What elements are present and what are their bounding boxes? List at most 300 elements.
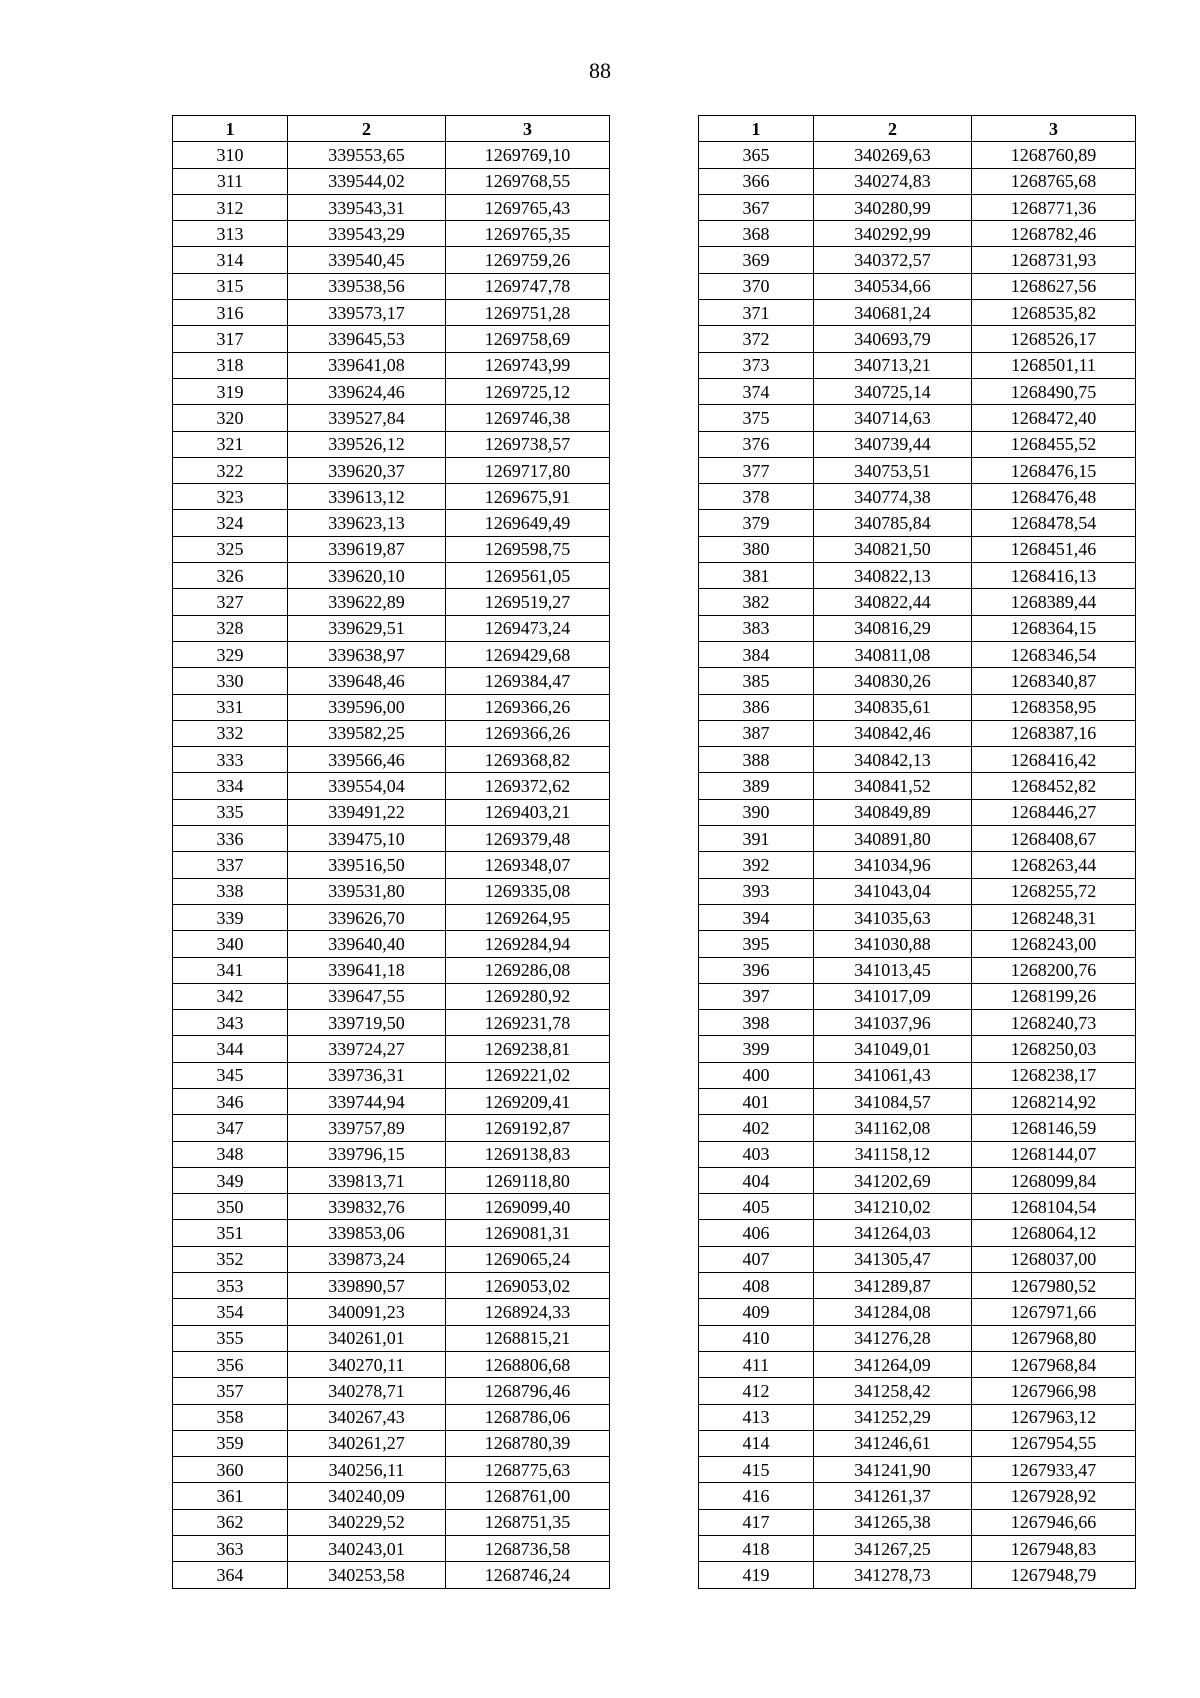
y-coordinate-cell: 1269192,87 [446,1115,610,1141]
point-number-cell: 322 [173,457,288,483]
table-row [173,931,610,957]
x-coordinate-cell: 341258,42 [814,1378,972,1404]
y-coordinate-cell: 1268786,06 [446,1404,610,1430]
point-number-cell: 360 [173,1457,288,1483]
x-coordinate-cell: 339491,22 [288,799,446,825]
y-coordinate-cell: 1268796,46 [446,1378,610,1404]
x-coordinate-cell: 339623,13 [288,510,446,536]
y-coordinate-cell: 1269053,02 [446,1273,610,1299]
y-coordinate-cell: 1269280,92 [446,983,610,1009]
point-number-cell: 334 [173,773,288,799]
y-coordinate-cell: 1269746,38 [446,405,610,431]
x-coordinate-cell: 340292,99 [814,221,972,247]
point-number-cell: 321 [173,431,288,457]
x-coordinate-cell: 341267,25 [814,1536,972,1562]
x-coordinate-cell: 339538,56 [288,273,446,299]
y-coordinate-cell: 1269598,75 [446,536,610,562]
y-coordinate-cell: 1269231,78 [446,1010,610,1036]
point-number-cell: 341 [173,957,288,983]
x-coordinate-cell: 339582,25 [288,720,446,746]
y-coordinate-cell: 1269768,55 [446,168,610,194]
point-number-cell: 382 [699,589,814,615]
point-number-cell: 379 [699,510,814,536]
y-coordinate-cell: 1268476,48 [972,484,1136,510]
point-number-cell: 355 [173,1325,288,1351]
x-coordinate-cell: 339796,15 [288,1141,446,1167]
table-row [173,221,610,247]
y-coordinate-cell: 1268760,89 [972,142,1136,168]
y-coordinate-cell: 1268761,00 [446,1483,610,1509]
table-row [699,536,1136,562]
x-coordinate-cell: 340278,71 [288,1378,446,1404]
x-coordinate-cell: 341252,29 [814,1404,972,1430]
y-coordinate-cell: 1268472,40 [972,405,1136,431]
y-coordinate-cell: 1268408,67 [972,826,1136,852]
y-coordinate-cell: 1268746,24 [446,1562,610,1588]
y-coordinate-cell: 1268478,54 [972,510,1136,536]
y-coordinate-cell: 1269561,05 [446,563,610,589]
table-body [699,142,1136,1588]
table-row [699,1036,1136,1062]
table-row [173,1115,610,1141]
table-row [173,378,610,404]
x-coordinate-cell: 341013,45 [814,957,972,983]
y-coordinate-cell: 1269379,48 [446,826,610,852]
point-number-cell: 363 [173,1536,288,1562]
y-coordinate-cell: 1268416,42 [972,747,1136,773]
table-row [699,1010,1136,1036]
table-row [699,799,1136,825]
x-coordinate-cell: 340261,27 [288,1430,446,1456]
table-row [699,1062,1136,1088]
table-row [173,720,610,746]
point-number-cell: 314 [173,247,288,273]
point-number-cell: 416 [699,1483,814,1509]
column-header-x: 2 [814,116,972,142]
point-number-cell: 315 [173,273,288,299]
point-number-cell: 350 [173,1194,288,1220]
x-coordinate-cell: 339641,18 [288,957,446,983]
x-coordinate-cell: 341158,12 [814,1141,972,1167]
point-number-cell: 391 [699,826,814,852]
x-coordinate-cell: 341043,04 [814,878,972,904]
x-coordinate-cell: 341265,38 [814,1509,972,1535]
point-number-cell: 330 [173,668,288,694]
table-row [699,878,1136,904]
y-coordinate-cell: 1268731,93 [972,247,1136,273]
x-coordinate-cell: 339719,50 [288,1010,446,1036]
table-row [173,1562,610,1588]
y-coordinate-cell: 1267980,52 [972,1273,1136,1299]
table-row [699,273,1136,299]
table-row [173,247,610,273]
x-coordinate-cell: 340240,09 [288,1483,446,1509]
point-number-cell: 352 [173,1246,288,1272]
y-coordinate-cell: 1269264,95 [446,904,610,930]
x-coordinate-cell: 339619,87 [288,536,446,562]
table-row [699,1378,1136,1404]
y-coordinate-cell: 1269519,27 [446,589,610,615]
x-coordinate-cell: 339890,57 [288,1273,446,1299]
table-row [699,194,1136,220]
point-number-cell: 356 [173,1351,288,1377]
y-coordinate-cell: 1268064,12 [972,1220,1136,1246]
x-coordinate-cell: 339624,46 [288,378,446,404]
x-coordinate-cell: 339757,89 [288,1115,446,1141]
column-header-x: 2 [288,116,446,142]
x-coordinate-cell: 341030,88 [814,931,972,957]
table-row [699,405,1136,431]
point-number-cell: 415 [699,1457,814,1483]
point-number-cell: 380 [699,536,814,562]
point-number-cell: 325 [173,536,288,562]
point-number-cell: 376 [699,431,814,457]
point-number-cell: 378 [699,484,814,510]
y-coordinate-cell: 1267933,47 [972,1457,1136,1483]
y-coordinate-cell: 1269758,69 [446,326,610,352]
table-row [699,378,1136,404]
x-coordinate-cell: 339873,24 [288,1246,446,1272]
table-row [173,1010,610,1036]
y-coordinate-cell: 1267948,79 [972,1562,1136,1588]
table-row [699,773,1136,799]
x-coordinate-cell: 340269,63 [814,142,972,168]
point-number-cell: 338 [173,878,288,904]
column-header-y: 3 [972,116,1136,142]
point-number-cell: 331 [173,694,288,720]
table-row [173,1483,610,1509]
table-row [699,326,1136,352]
column-header-number: 1 [699,116,814,142]
table-row [173,878,610,904]
point-number-cell: 324 [173,510,288,536]
table-row [173,1378,610,1404]
y-coordinate-cell: 1268627,56 [972,273,1136,299]
point-number-cell: 333 [173,747,288,773]
x-coordinate-cell: 340816,29 [814,615,972,641]
y-coordinate-cell: 1267948,83 [972,1536,1136,1562]
point-number-cell: 342 [173,983,288,1009]
table-row [699,1457,1136,1483]
x-coordinate-cell: 340785,84 [814,510,972,536]
table-row [173,668,610,694]
y-coordinate-cell: 1267966,98 [972,1378,1136,1404]
x-coordinate-cell: 340714,63 [814,405,972,431]
table-row [173,1036,610,1062]
y-coordinate-cell: 1269747,78 [446,273,610,299]
y-coordinate-cell: 1269209,41 [446,1088,610,1114]
y-coordinate-cell: 1269675,91 [446,484,610,510]
x-coordinate-cell: 341305,47 [814,1246,972,1272]
y-coordinate-cell: 1268104,54 [972,1194,1136,1220]
table-row [173,1299,610,1325]
x-coordinate-cell: 340774,38 [814,484,972,510]
table-row [173,300,610,326]
point-number-cell: 310 [173,142,288,168]
y-coordinate-cell: 1268765,68 [972,168,1136,194]
point-number-cell: 399 [699,1036,814,1062]
y-coordinate-cell: 1268446,27 [972,799,1136,825]
x-coordinate-cell: 339620,37 [288,457,446,483]
point-number-cell: 386 [699,694,814,720]
x-coordinate-cell: 339832,76 [288,1194,446,1220]
x-coordinate-cell: 339626,70 [288,904,446,930]
point-number-cell: 369 [699,247,814,273]
point-number-cell: 318 [173,352,288,378]
point-number-cell: 367 [699,194,814,220]
header-row [173,116,610,142]
point-number-cell: 346 [173,1088,288,1114]
table-row [699,747,1136,773]
table-row [173,1141,610,1167]
x-coordinate-cell: 339640,40 [288,931,446,957]
y-coordinate-cell: 1268358,95 [972,694,1136,720]
x-coordinate-cell: 339531,80 [288,878,446,904]
x-coordinate-cell: 341162,08 [814,1115,972,1141]
table-row [699,142,1136,168]
y-coordinate-cell: 1269366,26 [446,694,610,720]
point-number-cell: 323 [173,484,288,510]
x-coordinate-cell: 339566,46 [288,747,446,773]
table-row [173,142,610,168]
y-coordinate-cell: 1269717,80 [446,457,610,483]
table-row [173,1167,610,1193]
y-coordinate-cell: 1268771,36 [972,194,1136,220]
table-row [173,641,610,667]
point-number-cell: 406 [699,1220,814,1246]
x-coordinate-cell: 339543,31 [288,194,446,220]
table-row [173,326,610,352]
point-number-cell: 408 [699,1273,814,1299]
point-number-cell: 374 [699,378,814,404]
point-number-cell: 345 [173,1062,288,1088]
y-coordinate-cell: 1268535,82 [972,300,1136,326]
table-row [173,1246,610,1272]
x-coordinate-cell: 339638,97 [288,641,446,667]
page-number: 88 [589,58,611,83]
x-coordinate-cell: 340713,21 [814,352,972,378]
x-coordinate-cell: 341284,08 [814,1299,972,1325]
point-number-cell: 365 [699,142,814,168]
y-coordinate-cell: 1269759,26 [446,247,610,273]
y-coordinate-cell: 1267971,66 [972,1299,1136,1325]
x-coordinate-cell: 339527,84 [288,405,446,431]
y-coordinate-cell: 1268490,75 [972,378,1136,404]
y-coordinate-cell: 1269473,24 [446,615,610,641]
y-coordinate-cell: 1268263,44 [972,852,1136,878]
point-number-cell: 409 [699,1299,814,1325]
point-number-cell: 402 [699,1115,814,1141]
table-row [699,168,1136,194]
point-number-cell: 389 [699,773,814,799]
table-row [699,510,1136,536]
y-coordinate-cell: 1269335,08 [446,878,610,904]
coordinates-table-right [698,115,1136,1589]
point-number-cell: 326 [173,563,288,589]
table-row [173,1325,610,1351]
x-coordinate-cell: 341289,87 [814,1273,972,1299]
y-coordinate-cell: 1269368,82 [446,747,610,773]
table-row [173,1062,610,1088]
point-number-cell: 400 [699,1062,814,1088]
table-row [173,1404,610,1430]
table-row [699,1299,1136,1325]
y-coordinate-cell: 1268806,68 [446,1351,610,1377]
point-number-cell: 368 [699,221,814,247]
point-number-cell: 377 [699,457,814,483]
table-row [173,1088,610,1114]
x-coordinate-cell: 340821,50 [814,536,972,562]
table-row [699,641,1136,667]
table-row [699,1325,1136,1351]
y-coordinate-cell: 1268199,26 [972,983,1136,1009]
point-number-cell: 401 [699,1088,814,1114]
x-coordinate-cell: 340091,23 [288,1299,446,1325]
y-coordinate-cell: 1269751,28 [446,300,610,326]
table-row [699,904,1136,930]
y-coordinate-cell: 1269725,12 [446,378,610,404]
table-row [173,1220,610,1246]
y-coordinate-cell: 1268526,17 [972,326,1136,352]
x-coordinate-cell: 340270,11 [288,1351,446,1377]
table-row [699,694,1136,720]
point-number-cell: 410 [699,1325,814,1351]
x-coordinate-cell: 341276,28 [814,1325,972,1351]
y-coordinate-cell: 1269429,68 [446,641,610,667]
table-row [699,1351,1136,1377]
y-coordinate-cell: 1269372,62 [446,773,610,799]
table-row [173,194,610,220]
table-row [699,720,1136,746]
y-coordinate-cell: 1269286,08 [446,957,610,983]
table-row [173,168,610,194]
table-row [173,563,610,589]
y-coordinate-cell: 1269769,10 [446,142,610,168]
point-number-cell: 390 [699,799,814,825]
table-row [699,1220,1136,1246]
y-coordinate-cell: 1268389,44 [972,589,1136,615]
x-coordinate-cell: 340822,44 [814,589,972,615]
table-row [173,773,610,799]
y-coordinate-cell: 1269366,26 [446,720,610,746]
x-coordinate-cell: 340280,99 [814,194,972,220]
point-number-cell: 388 [699,747,814,773]
x-coordinate-cell: 340229,52 [288,1509,446,1535]
point-number-cell: 320 [173,405,288,431]
y-coordinate-cell: 1269284,94 [446,931,610,957]
x-coordinate-cell: 339554,04 [288,773,446,799]
y-coordinate-cell: 1268387,16 [972,720,1136,746]
point-number-cell: 312 [173,194,288,220]
y-coordinate-cell: 1268248,31 [972,904,1136,930]
y-coordinate-cell: 1267968,80 [972,1325,1136,1351]
x-coordinate-cell: 340725,14 [814,378,972,404]
point-number-cell: 358 [173,1404,288,1430]
table-row [173,957,610,983]
point-number-cell: 359 [173,1430,288,1456]
x-coordinate-cell: 340891,80 [814,826,972,852]
point-number-cell: 353 [173,1273,288,1299]
y-coordinate-cell: 1269765,43 [446,194,610,220]
y-coordinate-cell: 1268364,15 [972,615,1136,641]
table-row [699,1115,1136,1141]
x-coordinate-cell: 340534,66 [814,273,972,299]
y-coordinate-cell: 1268250,03 [972,1036,1136,1062]
y-coordinate-cell: 1269403,21 [446,799,610,825]
y-coordinate-cell: 1269138,83 [446,1141,610,1167]
x-coordinate-cell: 339641,08 [288,352,446,378]
x-coordinate-cell: 341061,43 [814,1062,972,1088]
x-coordinate-cell: 340693,79 [814,326,972,352]
table-row [699,852,1136,878]
table-row [699,1273,1136,1299]
y-coordinate-cell: 1268144,07 [972,1141,1136,1167]
x-coordinate-cell: 340849,89 [814,799,972,825]
y-coordinate-cell: 1267928,92 [972,1483,1136,1509]
table-row [699,1430,1136,1456]
x-coordinate-cell: 339540,45 [288,247,446,273]
y-coordinate-cell: 1268451,46 [972,536,1136,562]
point-number-cell: 336 [173,826,288,852]
point-number-cell: 394 [699,904,814,930]
y-coordinate-cell: 1269348,07 [446,852,610,878]
x-coordinate-cell: 340681,24 [814,300,972,326]
point-number-cell: 414 [699,1430,814,1456]
y-coordinate-cell: 1268146,59 [972,1115,1136,1141]
x-coordinate-cell: 339648,46 [288,668,446,694]
x-coordinate-cell: 341017,09 [814,983,972,1009]
x-coordinate-cell: 341202,69 [814,1167,972,1193]
point-number-cell: 361 [173,1483,288,1509]
point-number-cell: 385 [699,668,814,694]
table-row [699,1141,1136,1167]
x-coordinate-cell: 339526,12 [288,431,446,457]
point-number-cell: 403 [699,1141,814,1167]
point-number-cell: 397 [699,983,814,1009]
x-coordinate-cell: 341241,90 [814,1457,972,1483]
table-row [699,1483,1136,1509]
x-coordinate-cell: 339622,89 [288,589,446,615]
table-row [173,405,610,431]
x-coordinate-cell: 341246,61 [814,1430,972,1456]
table-row [699,300,1136,326]
y-coordinate-cell: 1269081,31 [446,1220,610,1246]
x-coordinate-cell: 339596,00 [288,694,446,720]
table-row [699,589,1136,615]
point-number-cell: 371 [699,300,814,326]
point-number-cell: 340 [173,931,288,957]
table-row [173,352,610,378]
x-coordinate-cell: 339553,65 [288,142,446,168]
x-coordinate-cell: 339724,27 [288,1036,446,1062]
x-coordinate-cell: 341264,09 [814,1351,972,1377]
point-number-cell: 332 [173,720,288,746]
x-coordinate-cell: 340256,11 [288,1457,446,1483]
point-number-cell: 383 [699,615,814,641]
x-coordinate-cell: 340830,26 [814,668,972,694]
point-number-cell: 418 [699,1536,814,1562]
table-row [173,431,610,457]
point-number-cell: 337 [173,852,288,878]
y-coordinate-cell: 1268815,21 [446,1325,610,1351]
y-coordinate-cell: 1268782,46 [972,221,1136,247]
y-coordinate-cell: 1268476,15 [972,457,1136,483]
point-number-cell: 329 [173,641,288,667]
x-coordinate-cell: 341037,96 [814,1010,972,1036]
point-number-cell: 407 [699,1246,814,1272]
y-coordinate-cell: 1268416,13 [972,563,1136,589]
y-coordinate-cell: 1269238,81 [446,1036,610,1062]
